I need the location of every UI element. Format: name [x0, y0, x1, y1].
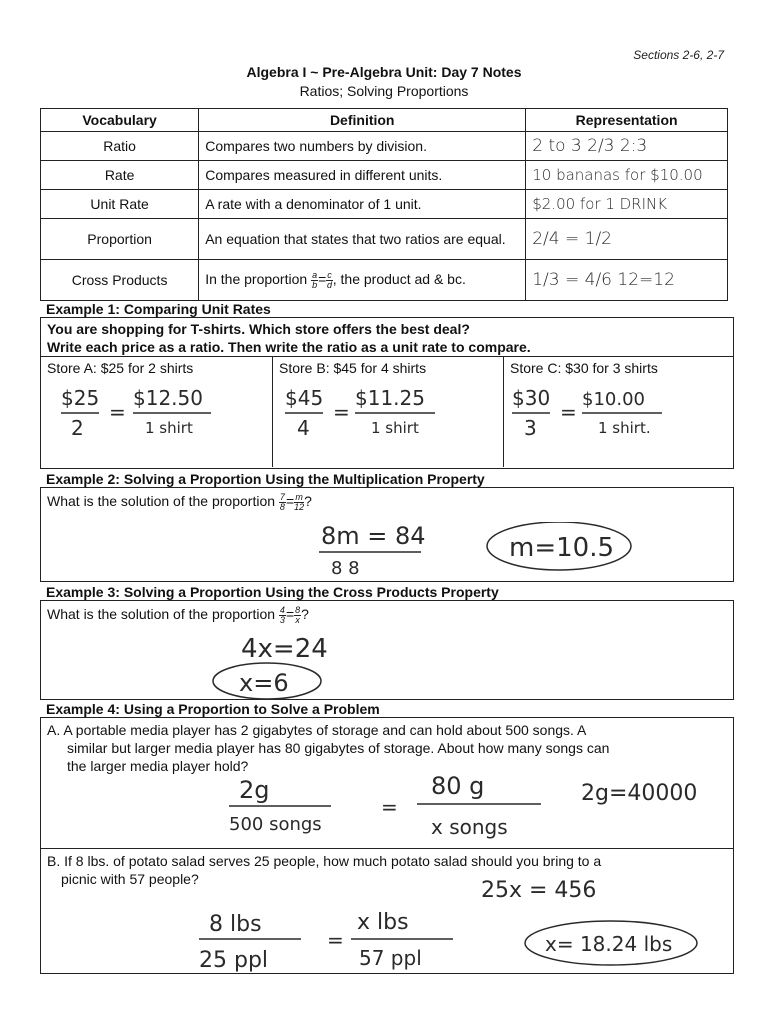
example1-box — [40, 317, 734, 469]
handwritten-equation: 4x=24 — [241, 634, 328, 664]
vocab-representation — [526, 260, 728, 301]
svg-text:=: = — [333, 400, 350, 424]
fraction-7-over-8: $\frac{7}{8}$ — [279, 491, 285, 512]
part-a-work — [221, 770, 721, 846]
handwritten-step: 25x = 456 — [481, 878, 597, 903]
handwritten-denominator: 500 songs — [229, 814, 322, 835]
handwritten-denominator: 1 shirt. — [598, 419, 651, 437]
svg-text:=: = — [109, 400, 126, 424]
vocab-col-header: Definition — [199, 109, 526, 132]
part-b-work — [191, 873, 711, 973]
handwritten-representation: 10 bananas for $10.00 — [532, 166, 703, 184]
example1-prompt-line: You are shopping for T-shirts. Which store offers the best deal? — [47, 321, 470, 337]
handwritten-representation: $2.00 for 1 DRINK — [532, 195, 668, 213]
part-a-line: similar but larger media player has 80 gigabytes of storage. About how many songs can — [67, 740, 610, 756]
vocab-term: Rate — [41, 161, 199, 190]
table-row — [41, 219, 728, 260]
handwritten-representation: 2/4 = 1/2 — [532, 229, 612, 249]
handwritten-denominator: 3 — [524, 416, 537, 440]
example3-work — [201, 631, 361, 701]
handwritten-representation: 1/3 = 4/6 12=12 — [532, 270, 675, 290]
vocab-col-header: Representation — [526, 109, 728, 132]
handwritten-numerator: $25 — [61, 386, 100, 410]
store-c-work — [512, 383, 712, 443]
sections-label: Sections 2-6, 2-7 — [633, 48, 724, 62]
store-b-cell — [273, 357, 504, 467]
example2-question: What is the solution of the proportion $\frac{7}{8}$ = $\frac{m}{12}$ ? — [47, 491, 312, 512]
handwritten-representation: 2 to 3 2/3 2:3 — [532, 136, 648, 156]
example3-question: What is the solution of the proportion $\frac{4}{3}$ = $\frac{8}{x}$ ? — [47, 604, 309, 625]
vocab-term: Unit Rate — [41, 190, 199, 219]
handwritten-denominator: 25 ppl — [199, 948, 269, 973]
handwritten-answer: x= 18.24 lbs — [545, 932, 673, 956]
handwritten-denominator: 2 — [71, 416, 84, 440]
definition-text-pre: In the proportion — [205, 270, 308, 287]
handwritten-numerator: $45 — [285, 386, 324, 410]
question-text: What is the solution of the proportion — [47, 493, 276, 509]
example4-part-a — [41, 718, 733, 849]
handwritten-numerator: 8 lbs — [209, 912, 262, 937]
example1-prompt — [41, 318, 733, 357]
page-title: Algebra I ~ Pre-Algebra Unit: Day 7 Notes — [246, 64, 522, 80]
store-columns — [41, 357, 733, 467]
handwritten-denominator: 4 — [297, 416, 310, 440]
handwritten-denominator: 57 ppl — [359, 946, 422, 970]
table-row — [41, 161, 728, 190]
fraction-m-over-12: $\frac{m}{12}$ — [294, 491, 305, 512]
example2-box — [40, 487, 734, 582]
example4-part-b — [41, 849, 733, 973]
svg-text:=: = — [327, 928, 344, 952]
vocab-term: Cross Products — [41, 260, 199, 301]
vocab-definition: An equation that states that two ratios are equal. — [199, 219, 526, 260]
part-b-line: picnic with 57 people? — [61, 871, 199, 887]
handwritten-numerator: $30 — [512, 386, 551, 410]
question-text: What is the solution of the proportion — [47, 606, 276, 622]
fraction-8-over-x: $\frac{8}{x}$ — [295, 604, 301, 625]
part-a-text — [41, 718, 733, 778]
vocabulary-table — [40, 108, 728, 301]
vocab-representation — [526, 161, 728, 190]
handwritten-numerator: $11.25 — [355, 386, 425, 410]
handwritten-numerator: 2g — [239, 776, 270, 804]
handwritten-denominator: 1 shirt — [371, 419, 419, 437]
example3-heading: Example 3: Solving a Proportion Using the Cross Products Property — [46, 584, 499, 600]
vocab-definition: In the proportion $\frac{a}{b}$ = $\frac{c}{d}$ , the product ad & bc. — [199, 260, 526, 301]
store-label: Store A: $25 for 2 shirts — [47, 360, 194, 376]
vocab-representation — [526, 190, 728, 219]
handwritten-answer: m=10.5 — [509, 533, 615, 563]
table-row — [41, 190, 728, 219]
vocab-definition: Compares two numbers by division. — [199, 132, 526, 161]
svg-text:=: = — [381, 795, 398, 819]
store-b-work — [285, 383, 485, 443]
handwritten-denominator: x songs — [431, 815, 508, 839]
table-row — [41, 132, 728, 161]
definition-text-post: , the product ad & bc. — [332, 270, 466, 287]
svg-text:=: = — [560, 400, 577, 424]
vocab-header-row — [41, 109, 728, 132]
handwritten-answer: x=6 — [239, 669, 289, 697]
example1-heading: Example 1: Comparing Unit Rates — [46, 301, 271, 317]
store-a-cell — [41, 357, 273, 467]
part-b-line: B. If 8 lbs. of potato salad serves 25 people, how much potato salad should you bring to a — [47, 853, 602, 869]
handwritten-numerator: $10.00 — [582, 389, 645, 410]
part-a-line: the larger media player hold? — [67, 758, 249, 774]
vocab-definition: Compares measured in different units. — [199, 161, 526, 190]
example2-heading: Example 2: Solving a Proportion Using the Multiplication Property — [46, 471, 485, 487]
fraction-c-over-d: $\frac{c}{d}$ — [327, 269, 333, 290]
example3-box — [40, 600, 734, 700]
handwritten-numerator: 80 g — [431, 772, 485, 800]
handwritten-divisors: 8 8 — [331, 558, 360, 579]
handwritten-denominator: 1 shirt — [145, 419, 193, 437]
vocab-col-header: Vocabulary — [41, 109, 199, 132]
handwritten-numerator: x lbs — [357, 910, 409, 935]
vocab-term: Ratio — [41, 132, 199, 161]
vocab-definition: A rate with a denominator of 1 unit. — [199, 190, 526, 219]
example1-prompt-line: Write each price as a ratio. Then write the ratio as a unit rate to compare. — [47, 339, 531, 355]
handwritten-result: 2g=40000 — [581, 781, 698, 806]
table-row — [41, 260, 728, 301]
store-c-cell — [504, 357, 733, 467]
example4-box — [40, 717, 734, 974]
fraction-a-over-b: $\frac{a}{b}$ — [312, 269, 318, 290]
store-label: Store B: $45 for 4 shirts — [279, 360, 427, 376]
handwritten-numerator: $12.50 — [133, 386, 203, 410]
example4-heading: Example 4: Using a Proportion to Solve a Problem — [46, 701, 380, 717]
vocab-term: Proportion — [41, 219, 199, 260]
handwritten-equation: 8m = 84 — [321, 522, 426, 550]
vocab-representation — [526, 219, 728, 260]
part-a-line: A. A portable media player has 2 gigabytes of storage and can hold about 500 songs. A — [47, 722, 587, 738]
store-a-work — [61, 383, 261, 443]
store-label: Store C: $30 for 3 shirts — [510, 360, 658, 376]
fraction-4-over-3: $\frac{4}{3}$ — [279, 604, 285, 625]
vocab-representation — [526, 132, 728, 161]
example2-work — [311, 522, 641, 580]
page-subtitle: Ratios; Solving Proportions — [299, 83, 469, 99]
